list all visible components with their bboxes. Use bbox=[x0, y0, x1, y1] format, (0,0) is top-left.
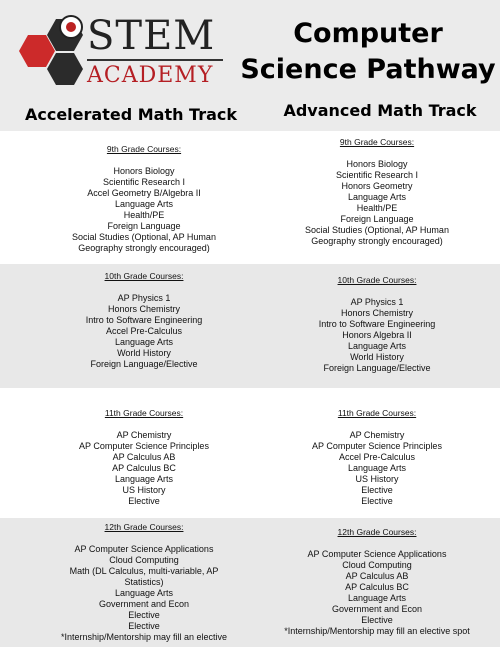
advanced-track-heading: Advanced Math Track bbox=[283, 101, 477, 120]
course-item: AP Physics 1 bbox=[117, 293, 171, 303]
red-hexagon-icon bbox=[19, 35, 55, 67]
course-item: AP Computer Science Applications bbox=[74, 544, 214, 554]
course-item: Health/PE bbox=[123, 210, 165, 220]
course-item: Honors Geometry bbox=[341, 181, 413, 191]
course-item: Foreign Language bbox=[340, 214, 414, 224]
course-item: World History bbox=[117, 348, 171, 358]
course-item: Honors Algebra II bbox=[342, 330, 412, 340]
course-item: AP Chemistry bbox=[349, 430, 405, 440]
course-item: US History bbox=[122, 485, 166, 495]
grade-12-advanced bbox=[262, 527, 492, 637]
grade-heading: 12th Grade Courses: bbox=[104, 522, 184, 532]
grade-12-accelerated bbox=[20, 522, 268, 643]
course-item: Cloud Computing bbox=[109, 555, 179, 565]
grade-heading: 10th Grade Courses: bbox=[337, 275, 417, 285]
course-item: AP Computer Science Principles bbox=[312, 441, 442, 451]
course-item: US History bbox=[355, 474, 399, 484]
grade-heading: 10th Grade Courses: bbox=[104, 271, 184, 281]
course-item: AP Calculus AB bbox=[345, 571, 409, 581]
course-item: Elective bbox=[361, 496, 393, 506]
course-item: AP Physics 1 bbox=[350, 297, 404, 307]
course-item: Geography strongly encouraged) bbox=[78, 243, 210, 253]
stem-academy-logo bbox=[17, 13, 227, 93]
course-item: Social Studies (Optional, AP Human bbox=[305, 225, 449, 235]
course-item: Foreign Language/Elective bbox=[90, 359, 198, 369]
dark-hexagon-icon bbox=[47, 53, 83, 85]
course-item: Accel Pre-Calculus bbox=[338, 452, 416, 462]
course-item: Accel Geometry B/Algebra II bbox=[87, 188, 201, 198]
course-item: Elective bbox=[128, 610, 160, 620]
school-seal-icon bbox=[59, 15, 83, 39]
course-item: Cloud Computing bbox=[342, 560, 412, 570]
course-item: Government and Econ bbox=[331, 604, 423, 614]
accelerated-track-heading: Accelerated Math Track bbox=[24, 105, 238, 124]
course-item: *Internship/Mentorship may fill an elective bbox=[60, 632, 228, 642]
grade-11-advanced bbox=[262, 408, 492, 507]
course-item: Government and Econ bbox=[98, 599, 190, 609]
grade-9-accelerated bbox=[20, 144, 268, 254]
grade-heading: 11th Grade Courses: bbox=[104, 408, 184, 418]
logo-academy-text: ACADEMY bbox=[87, 63, 214, 88]
course-item: Language Arts bbox=[114, 474, 174, 484]
course-item: Elective bbox=[128, 621, 160, 631]
course-item: Intro to Software Engineering bbox=[85, 315, 203, 325]
course-item: AP Calculus AB bbox=[112, 452, 176, 462]
course-item: Elective bbox=[361, 615, 393, 625]
grade-heading: 12th Grade Courses: bbox=[337, 527, 417, 537]
course-item: AP Computer Science Applications bbox=[307, 549, 447, 559]
course-item: Language Arts bbox=[114, 588, 174, 598]
course-item: Honors Chemistry bbox=[340, 308, 414, 318]
grade-9-advanced bbox=[262, 137, 492, 247]
course-item: Intro to Software Engineering bbox=[318, 319, 436, 329]
course-item: *Internship/Mentorship may fill an elective spot bbox=[284, 626, 470, 636]
course-item: Language Arts bbox=[347, 463, 407, 473]
page-title: Computer Science Pathway bbox=[240, 18, 496, 85]
course-item: Foreign Language bbox=[107, 221, 181, 231]
grade-heading: 9th Grade Courses: bbox=[106, 144, 182, 154]
course-item: World History bbox=[350, 352, 404, 362]
course-item: AP Computer Science Principles bbox=[79, 441, 209, 451]
course-item: Scientific Research I bbox=[102, 177, 186, 187]
course-item: AP Calculus BC bbox=[345, 582, 409, 592]
course-item: Language Arts bbox=[347, 341, 407, 351]
course-item: Statistics) bbox=[124, 577, 164, 587]
grade-heading: 11th Grade Courses: bbox=[337, 408, 417, 418]
course-item: AP Chemistry bbox=[116, 430, 172, 440]
course-item: Geography strongly encouraged) bbox=[311, 236, 443, 246]
course-item: Accel Pre-Calculus bbox=[105, 326, 183, 336]
course-item: Foreign Language/Elective bbox=[323, 363, 431, 373]
course-item: Honors Biology bbox=[346, 159, 408, 169]
course-item: Elective bbox=[128, 496, 160, 506]
course-item: Honors Chemistry bbox=[107, 304, 181, 314]
course-item: AP Calculus BC bbox=[112, 463, 176, 473]
course-item: Health/PE bbox=[356, 203, 398, 213]
course-item: Scientific Research I bbox=[335, 170, 419, 180]
course-item: Honors Biology bbox=[113, 166, 175, 176]
logo-divider bbox=[87, 59, 223, 61]
course-item: Language Arts bbox=[347, 593, 407, 603]
course-item: Math (DL Calculus, multi-variable, AP bbox=[69, 566, 219, 576]
header bbox=[0, 0, 500, 131]
grade-heading: 9th Grade Courses: bbox=[339, 137, 415, 147]
grade-11-accelerated bbox=[20, 408, 268, 507]
course-item: Elective bbox=[361, 485, 393, 495]
grade-10-advanced bbox=[262, 275, 492, 374]
course-item: Social Studies (Optional, AP Human bbox=[72, 232, 216, 242]
logo-stem-text: STEM bbox=[87, 13, 216, 59]
grade-10-accelerated bbox=[20, 271, 268, 370]
course-item: Language Arts bbox=[114, 337, 174, 347]
course-item: Language Arts bbox=[114, 199, 174, 209]
course-item: Language Arts bbox=[347, 192, 407, 202]
